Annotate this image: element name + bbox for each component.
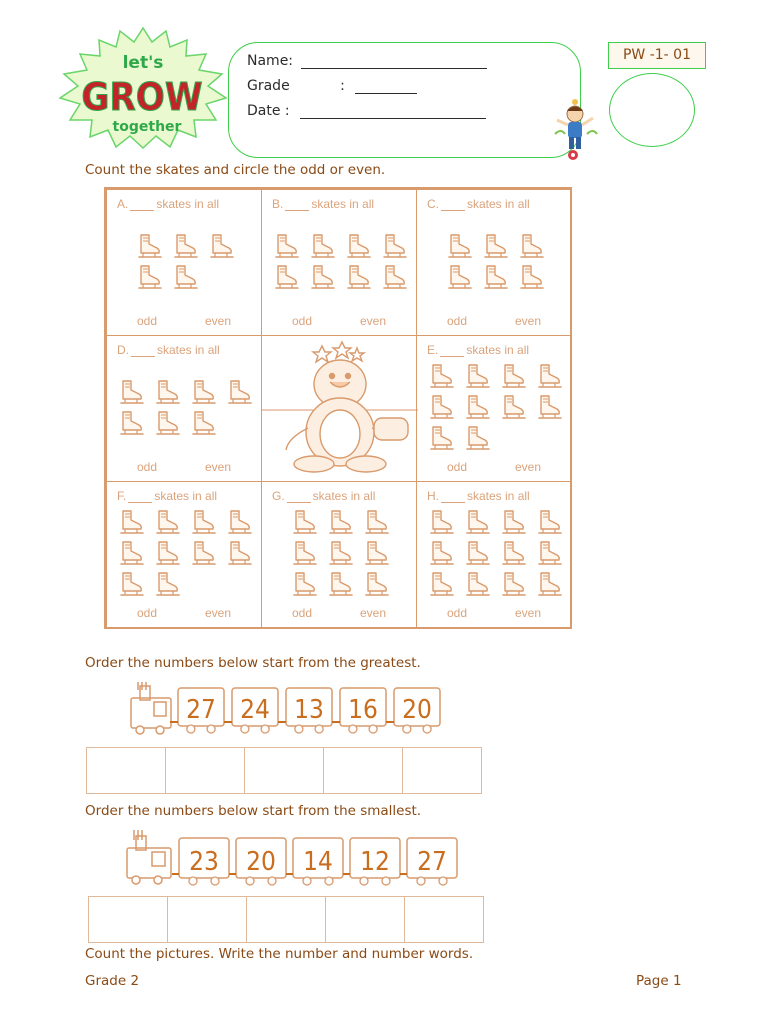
skate-icon (153, 539, 181, 567)
skate-icon (499, 393, 527, 421)
name-label: Name: (247, 53, 294, 69)
skate-icon (362, 508, 390, 536)
skate-icon (135, 232, 163, 260)
skate-cell-label (427, 343, 529, 357)
answer-row-greatest (86, 747, 481, 794)
train-car-number: 23 (189, 847, 219, 877)
skate-icon (499, 539, 527, 567)
cell-suffix: skates in all (156, 197, 220, 211)
skate-icon (535, 362, 563, 390)
train-car-number: 20 (246, 847, 276, 877)
skate-icon (427, 570, 455, 598)
count-blank[interactable] (441, 493, 465, 503)
skate-icon (499, 508, 527, 536)
skate-icon (427, 539, 455, 567)
skate-icon (427, 362, 455, 390)
odd-option[interactable]: odd (447, 460, 468, 474)
train-car (224, 688, 278, 733)
skate-cell-e (416, 335, 572, 482)
odd-option[interactable]: odd (447, 314, 468, 328)
skate-cell-d (106, 335, 262, 482)
train-car-number: 27 (186, 695, 216, 725)
skate-icon (326, 570, 354, 598)
train-car (172, 838, 229, 885)
cell-suffix: skates in all (154, 489, 218, 503)
cell-letter: H. (427, 489, 439, 503)
skate-icon (308, 263, 336, 291)
cell-letter: E. (427, 343, 439, 357)
penguin-illustration-cell (261, 335, 417, 482)
skate-icon (171, 263, 199, 291)
skate-icon (189, 378, 217, 406)
skate-icon (135, 263, 163, 291)
name-row (247, 53, 487, 69)
skate-icon (463, 508, 491, 536)
footer-page: Page 1 (636, 973, 682, 989)
skate-icon (344, 263, 372, 291)
cell-suffix: skates in all (467, 197, 530, 211)
count-blank[interactable] (128, 493, 152, 503)
skate-cell-c (416, 189, 572, 336)
skate-cell-label (117, 343, 220, 357)
train-car (332, 688, 386, 733)
skate-icon (427, 508, 455, 536)
skate-icon (463, 393, 491, 421)
instruction-order-smallest: Order the numbers below start from the smallest. (85, 803, 422, 819)
cell-letter: C. (427, 197, 439, 211)
skate-cell-label (117, 197, 219, 211)
train-car-number: 20 (402, 695, 432, 725)
grade-colon: : (340, 78, 345, 94)
odd-option[interactable]: odd (137, 460, 158, 474)
count-blank[interactable] (285, 201, 309, 211)
boy-illustration (553, 96, 599, 162)
skate-cell-h (416, 481, 572, 628)
skate-cell-label (117, 489, 217, 503)
skate-icon (535, 393, 563, 421)
odd-option[interactable]: odd (137, 314, 158, 328)
date-row (247, 103, 486, 119)
skate-icon (171, 232, 199, 260)
odd-option[interactable]: odd (292, 314, 313, 328)
skate-icon (445, 263, 473, 291)
skate-cell-f (106, 481, 262, 628)
even-option[interactable]: even (515, 314, 542, 328)
cell-letter: D. (117, 343, 129, 357)
answer-box[interactable] (244, 747, 324, 794)
skate-icon (117, 508, 145, 536)
skate-icon (189, 409, 217, 437)
skate-icon (499, 570, 527, 598)
train-car (386, 688, 440, 733)
train-engine-icon (131, 682, 171, 734)
train-car (278, 688, 332, 733)
cell-suffix: skates in all (157, 343, 220, 357)
skate-icon (225, 508, 253, 536)
train-car-number: 16 (348, 695, 378, 725)
train-car (400, 838, 457, 885)
skate-icon (326, 539, 354, 567)
answer-box[interactable] (323, 747, 403, 794)
even-option[interactable]: even (515, 460, 542, 474)
skate-icon (427, 393, 455, 421)
skate-icon (290, 539, 318, 567)
answer-box[interactable] (165, 747, 245, 794)
skate-icon (535, 508, 563, 536)
skate-icon (290, 508, 318, 536)
count-blank[interactable] (287, 493, 311, 503)
skate-icon (225, 378, 253, 406)
skate-cell-g (261, 481, 417, 628)
train-engine-icon (127, 830, 171, 884)
skate-icon (517, 232, 545, 260)
skate-cell-label (427, 197, 530, 211)
cell-suffix: skates in all (467, 489, 530, 503)
skate-icon (153, 409, 181, 437)
student-info-box (228, 42, 581, 158)
date-field[interactable] (300, 105, 486, 119)
cell-letter: A. (117, 197, 129, 211)
skate-icon (362, 570, 390, 598)
even-option[interactable]: even (515, 606, 542, 620)
train-car-number: 13 (294, 695, 324, 725)
skate-icon (117, 409, 145, 437)
answer-box[interactable] (167, 896, 247, 943)
date-label: Date : (247, 103, 290, 119)
skate-icon (225, 539, 253, 567)
skate-icon (481, 263, 509, 291)
skate-icon (117, 539, 145, 567)
skate-cell-label (272, 489, 375, 503)
odd-option[interactable]: odd (137, 606, 158, 620)
answer-box[interactable] (88, 896, 168, 943)
skate-icon (272, 263, 300, 291)
odd-option[interactable]: odd (447, 606, 468, 620)
score-circle[interactable] (609, 73, 695, 147)
name-field[interactable] (301, 55, 487, 69)
skate-icon (463, 424, 491, 452)
worksheet-code: PW -1- 01 (608, 42, 706, 69)
instruction-order-greatest: Order the numbers below start from the greatest. (85, 655, 421, 671)
skate-cell-b (261, 189, 417, 336)
skate-icon (153, 508, 181, 536)
count-blank[interactable] (130, 201, 154, 211)
skate-icon (481, 232, 509, 260)
cell-letter: G. (272, 489, 285, 503)
even-option[interactable]: even (360, 606, 387, 620)
skate-icon (153, 378, 181, 406)
skate-icon (535, 570, 563, 598)
count-blank[interactable] (441, 201, 465, 211)
answer-box[interactable] (325, 896, 405, 943)
train-car (286, 838, 343, 885)
train-car-number: 12 (360, 847, 390, 877)
answer-row-smallest (88, 896, 483, 943)
skate-icon (463, 539, 491, 567)
skate-icon (445, 232, 473, 260)
even-option[interactable]: even (205, 606, 232, 620)
answer-box[interactable] (246, 896, 326, 943)
cell-suffix: skates in all (466, 343, 530, 357)
skate-icon (189, 539, 217, 567)
skate-icon (463, 362, 491, 390)
skate-icon (308, 232, 336, 260)
train-car (229, 838, 286, 885)
skate-icon (517, 263, 545, 291)
train-car (343, 838, 400, 885)
train-greatest (128, 680, 458, 738)
skate-icon (380, 232, 408, 260)
train-smallest (124, 828, 464, 888)
skate-icon (117, 378, 145, 406)
logo-together: together (112, 119, 182, 135)
skate-icon (427, 424, 455, 452)
cell-suffix: skates in all (312, 489, 376, 503)
cell-suffix: skates in all (311, 197, 375, 211)
answer-box[interactable] (86, 747, 166, 794)
skate-icon (290, 570, 318, 598)
skate-icon (380, 263, 408, 291)
skate-icon (153, 570, 181, 598)
skate-icon (326, 508, 354, 536)
even-option[interactable]: even (360, 314, 387, 328)
cell-letter: B. (272, 197, 284, 211)
even-option[interactable]: even (205, 314, 232, 328)
skate-icon (463, 570, 491, 598)
odd-option[interactable]: odd (292, 606, 313, 620)
train-car (170, 688, 224, 733)
skate-icon (117, 570, 145, 598)
answer-box[interactable] (402, 747, 482, 794)
instruction-count-skates: Count the skates and circle the odd or even. (85, 162, 386, 178)
grade-field[interactable] (355, 80, 417, 94)
skate-icon (344, 232, 372, 260)
skate-icon (207, 232, 235, 260)
train-car-number: 27 (417, 847, 447, 877)
skate-cell-a (106, 189, 262, 336)
even-option[interactable]: even (205, 460, 232, 474)
count-blank[interactable] (440, 347, 464, 357)
train-car-number: 14 (303, 847, 333, 877)
footer-grade: Grade 2 (85, 973, 140, 989)
skates-grid (104, 187, 572, 629)
lets-grow-together-logo (56, 26, 230, 150)
skate-icon (535, 539, 563, 567)
skate-icon (272, 232, 300, 260)
skate-icon (499, 362, 527, 390)
train-car-number: 24 (240, 695, 270, 725)
skate-icon (362, 539, 390, 567)
count-blank[interactable] (131, 347, 155, 357)
logo-grow: GROW (81, 75, 203, 119)
skate-icon (189, 508, 217, 536)
cell-letter: F. (117, 489, 127, 503)
skate-cell-label (427, 489, 530, 503)
instruction-count-pictures: Count the pictures. Write the number and number words. (85, 946, 474, 962)
logo-lets: let's (122, 53, 164, 73)
answer-box[interactable] (404, 896, 484, 943)
penguin-illustration (262, 336, 418, 483)
skate-cell-label (272, 197, 374, 211)
grade-row (247, 78, 417, 94)
grade-label: Grade (247, 78, 290, 94)
